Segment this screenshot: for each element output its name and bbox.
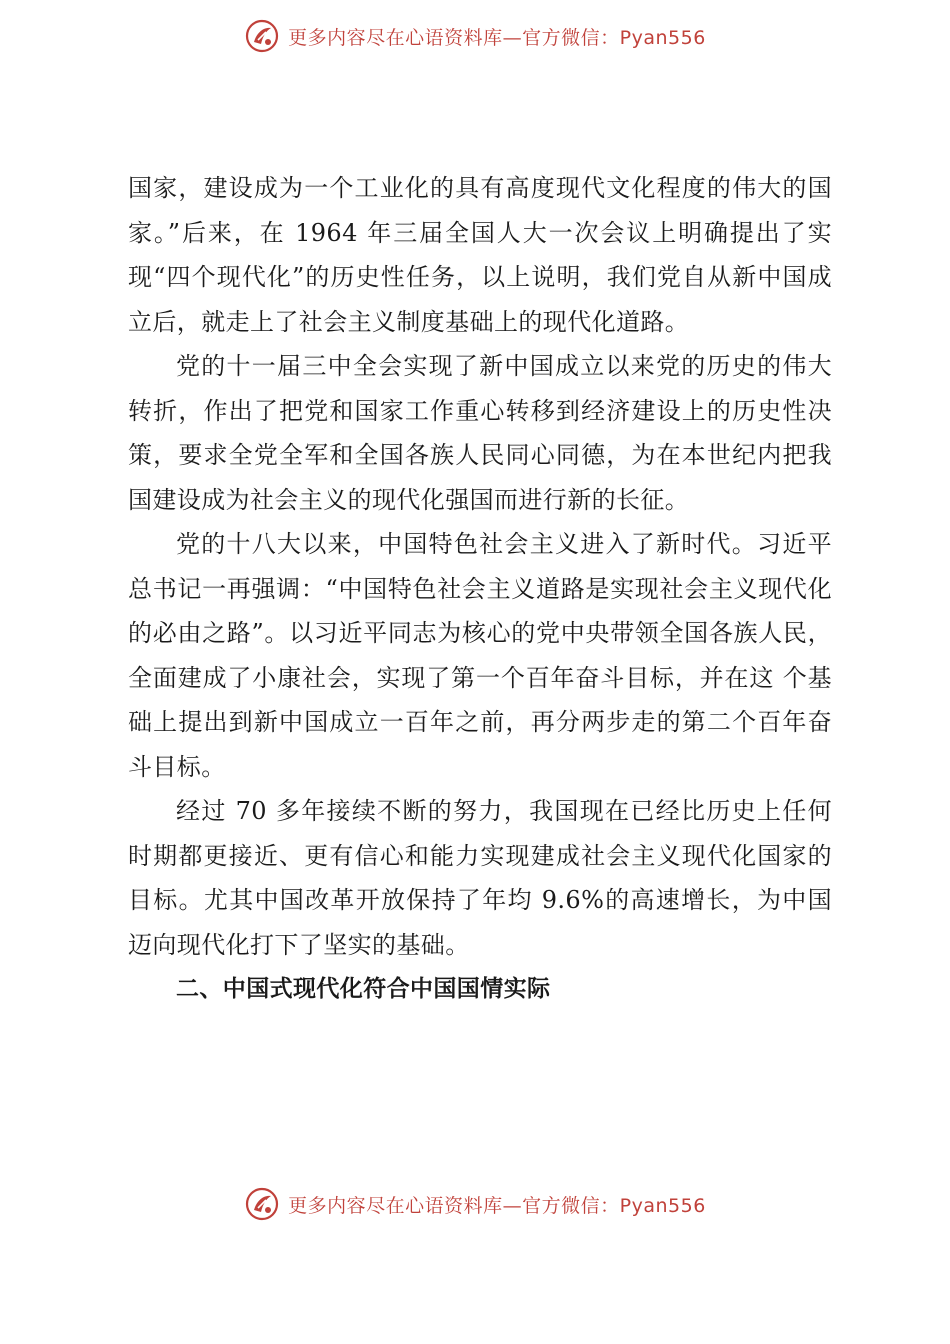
red-seal-logo-icon [244, 1186, 280, 1222]
footer-wechat-id: Pyan556 [619, 1194, 706, 1217]
paragraph-4: 经过 70 多年接续不断的努力，我国现在已经比历史上任何时期都更接近、更有信心和能力实现建成社会主义现代化国家的目标。尤其中国改革开放保持了年均 9.6%的高速增长，为中国迈向现代化打下了坚实的基础。 [128, 797, 832, 959]
document-body [128, 166, 832, 1012]
header-wechat-id: Pyan556 [619, 26, 706, 49]
section-heading: 二、中国式现代化符合中国国情实际 [176, 976, 551, 1002]
paragraph-3: 党的十八大以来，中国特色社会主义进入了新时代。习近平总书记一再强调：“中国特色社会主义道路是实现社会主义现代化的必由之路”。以习近平同志为核心的党中央带领全国各族人民，全面建成了小康社会，实现了第一个百年奋斗目标，并在这 个基础上提出到新中国成立一百年之前，再分两步走的第二个百年奋斗目标。 [128, 530, 832, 781]
footer-text: 更多内容尽在心语资料库—官方微信：Pyan556 [288, 1194, 706, 1217]
red-seal-logo-icon [244, 18, 280, 54]
page-footer-banner [0, 1182, 950, 1226]
paragraph-2: 党的十一届三中全会实现了新中国成立以来党的历史的伟大转折，作出了把党和国家工作重心转移到经济建设上的历史性决策，要求全党全军和全国各族人民同心同德，为在本世纪内把我国建设成为社会主义的现代化强国而进行新的长征。 [128, 352, 832, 514]
page-header-banner [0, 14, 950, 58]
paragraph-1: 国家，建设成为一个工业化的具有高度现代文化程度的伟大的国家。”后来，在 1964 年三届全国人大一次会议上明确提出了实现“四个现代化”的历史性任务，以上说明，我们党自从新中国成立后，就走上了社会主义制度基础上的现代化道路。 [128, 174, 832, 336]
header-text: 更多内容尽在心语资料库—官方微信：Pyan556 [288, 26, 706, 49]
